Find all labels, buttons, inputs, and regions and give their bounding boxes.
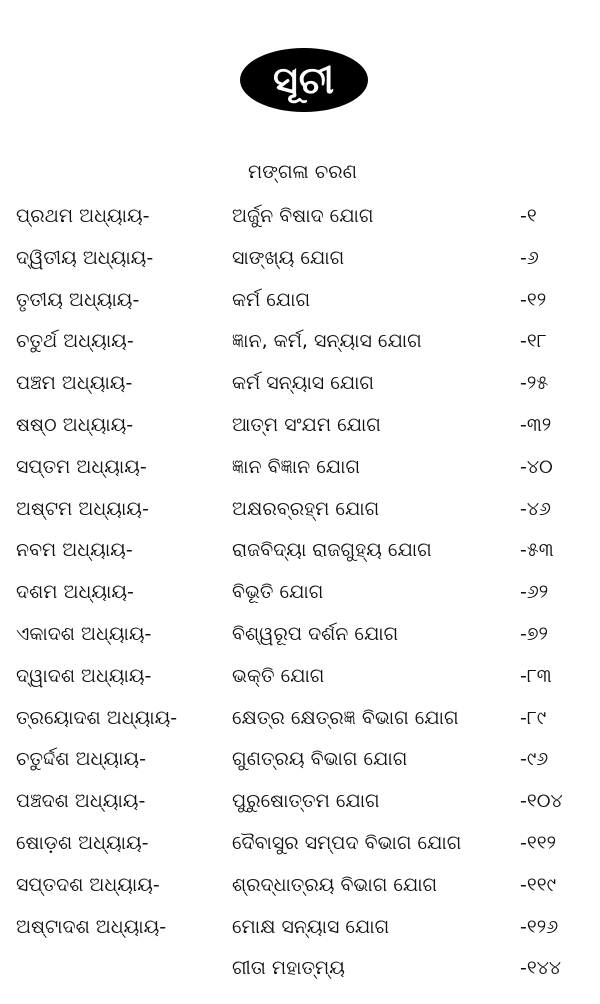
toc-row xyxy=(0,744,600,786)
chapter-label: ସପ୍ତଦଶ ଅଧ୍ୟାୟ- xyxy=(16,873,160,896)
toc-row xyxy=(0,619,600,661)
invocation-title: ମଙ୍ଗଳା ଚରଣ xyxy=(248,161,357,183)
chapter-label: ତୃତୀୟ ଅଧ୍ୟାୟ- xyxy=(16,288,140,311)
chapter-title: ସାଙ୍ଖ୍ୟ ଯୋଗ xyxy=(232,246,345,269)
chapter-title: ଦୈବାସୁର ସମ୍ପଦ ବିଭାଗ ଯୋଗ xyxy=(232,831,462,854)
page-number: -୧୧୨ xyxy=(520,831,557,854)
toc-row xyxy=(0,452,600,494)
chapter-label: ଏକାଦଶ ଅଧ୍ୟାୟ- xyxy=(16,622,152,645)
chapter-title: ରାଜବିଦ୍ୟା ରାଜଗୁହ୍ୟ ଯୋଗ xyxy=(232,539,432,562)
toc-row xyxy=(0,703,600,745)
chapter-title: ମୋକ୍ଷ ସନ୍ୟାସ ଯୋଗ xyxy=(232,915,390,938)
chapter-label: ଦ୍ୱାଦଶ ଅଧ୍ୟାୟ- xyxy=(16,664,152,687)
toc-row xyxy=(0,912,600,954)
chapter-title: କ୍ଷେତ୍ର କ୍ଷେତ୍ରଜ୍ଞ ବିଭାଗ ଯୋଗ xyxy=(232,706,459,729)
chapter-label: ସପ୍ତମ ଅଧ୍ୟାୟ- xyxy=(16,455,147,478)
chapter-label: ପ୍ରଥମ ଅଧ୍ୟାୟ- xyxy=(16,205,150,227)
page-number: -୨୫ xyxy=(520,372,549,395)
chapter-title: ଜ୍ଞାନ, କର୍ମ, ସନ୍ୟାସ ଯୋଗ xyxy=(232,330,422,353)
page-number: -୧୧୯ xyxy=(520,873,557,896)
page-number: -୧୨ xyxy=(520,288,547,311)
chapter-label: ଦ୍ୱିତୀୟ ଅଧ୍ୟାୟ- xyxy=(16,246,154,269)
chapter-title: ଅର୍ଜୁନ ବିଷାଦ ଯୋଗ xyxy=(232,205,374,227)
chapter-title: ଗୁଣତ୍ରୟ ବିଭାଗ ଯୋଗ xyxy=(232,748,408,771)
chapter-label: ଅଷ୍ଟାଦଶ ଅଧ୍ୟାୟ- xyxy=(16,915,167,938)
toc-row xyxy=(0,243,600,285)
page-number: -୧୦୪ xyxy=(520,790,563,813)
chapter-label: ଅଷ୍ଟମ ଅଧ୍ୟାୟ- xyxy=(16,497,149,520)
chapter-title: ଶ୍ରଦ୍ଧାତ୍ରୟ ବିଭାଗ ଯୋଗ xyxy=(232,873,438,896)
page-number: -୧୮ xyxy=(520,330,547,353)
page-number: -୫୩ xyxy=(520,539,554,562)
chapter-title: କର୍ମ ଯୋଗ xyxy=(232,288,311,311)
chapter-label: ଦଶମ ଅଧ୍ୟାୟ- xyxy=(16,581,134,604)
chapter-title: ବିଭୂତି ଯୋଗ xyxy=(232,581,324,604)
toc-row xyxy=(0,828,600,870)
chapter-label: ପଞ୍ଚମ ଅଧ୍ୟାୟ- xyxy=(16,372,133,395)
page-number: -୯୬ xyxy=(520,748,549,771)
chapter-title: ଭକ୍ତି ଯୋଗ xyxy=(232,664,325,687)
page-number: -୧୪୪ xyxy=(520,957,562,980)
chapter-label: ପଞ୍ଚଦଶ ଅଧ୍ୟାୟ- xyxy=(16,790,146,813)
page-number: -୧୨୬ xyxy=(520,915,559,938)
page-number: -୬ xyxy=(520,246,539,269)
toc-row xyxy=(0,326,600,368)
toc-row xyxy=(0,535,600,577)
toc-row xyxy=(0,285,600,327)
page-number: -୭୨ xyxy=(520,622,548,645)
toc-row xyxy=(0,786,600,828)
page-number: -୪୦ xyxy=(520,455,553,478)
toc-row xyxy=(0,201,600,243)
table-of-contents xyxy=(0,201,600,995)
chapter-title: ଗୀତା ମହାତ୍ମ୍ୟ xyxy=(232,957,345,980)
chapter-title: ଆତ୍ମ ସଂଯମ ଯୋଗ xyxy=(232,413,381,436)
chapter-title: ଜ୍ଞାନ ବିଜ୍ଞାନ ଯୋଗ xyxy=(232,455,361,478)
chapter-title: ଅକ୍ଷରବ୍ରହ୍ମ ଯୋଗ xyxy=(232,497,380,520)
toc-row xyxy=(0,494,600,536)
toc-row xyxy=(0,410,600,452)
chapter-label: ଷଷ୍ଠ ଅଧ୍ୟାୟ- xyxy=(16,413,134,436)
chapter-label: ଚତୁର୍ଥ ଅଧ୍ୟାୟ- xyxy=(16,330,134,353)
toc-row xyxy=(0,661,600,703)
chapter-label: ନବମ ଅଧ୍ୟାୟ- xyxy=(16,539,133,562)
toc-row xyxy=(0,368,600,410)
page-number: -୮୩ xyxy=(520,664,552,687)
chapter-title: ପୁରୁଷୋତ୍ତମ ଯୋଗ xyxy=(232,790,380,813)
chapter-title: ବିଶ୍ୱରୂପ ଦର୍ଶନ ଯୋଗ xyxy=(232,622,399,645)
chapter-title: କର୍ମ ସନ୍ୟାସ ଯୋଗ xyxy=(232,372,375,395)
chapter-label: ତ୍ରୟୋଦଶ ଅଧ୍ୟାୟ- xyxy=(16,706,178,729)
page-number: -୮୯ xyxy=(520,706,547,729)
toc-row xyxy=(0,953,600,995)
chapter-label: ଷୋଡ଼ଶ ଅଧ୍ୟାୟ- xyxy=(16,831,149,854)
contents-heading-badge: ସୂଚୀ xyxy=(240,48,368,112)
page-number: -୩୨ xyxy=(520,413,552,436)
toc-row xyxy=(0,870,600,912)
page-number: -୬୨ xyxy=(520,581,549,604)
toc-row xyxy=(0,577,600,619)
chapter-label: ଚତୁର୍ଦ୍ଦଶ ଅଧ୍ୟାୟ- xyxy=(16,748,146,771)
page-number: -୧ xyxy=(520,205,537,227)
page-number: -୪୬ xyxy=(520,497,551,520)
